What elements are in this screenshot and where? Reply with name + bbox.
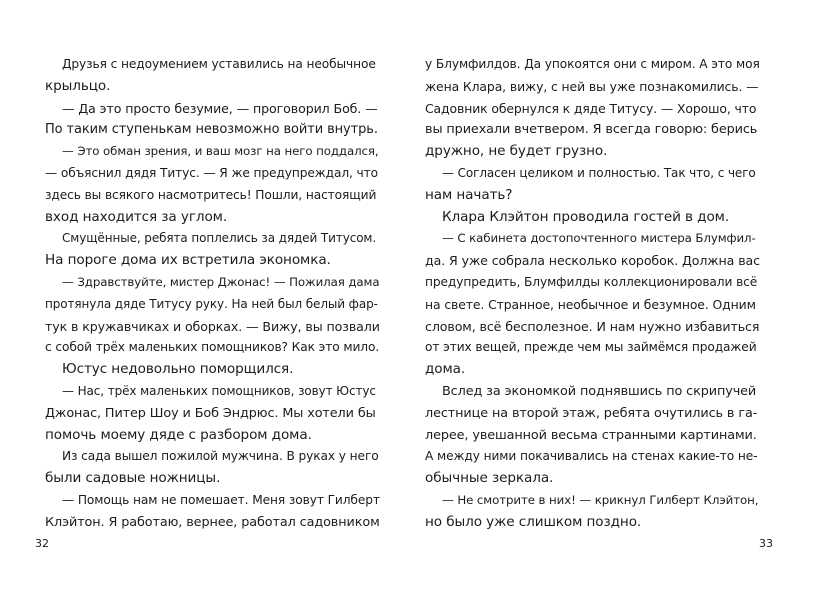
text-line: но было уже слишком поздно. [425,513,642,530]
text-line: лестнице на второй этаж, ребята очутились в га- [425,405,758,421]
text-line: Из сада вышел пожилой мужчина. В руках у него [62,449,379,464]
text-line: помочь моему дяде с разбором дома. [45,426,312,443]
text-line: Друзья с недоумением уставились на необычное [62,57,376,71]
text-line: Юстус недовольно поморщился. [62,361,294,378]
text-line: — Да это просто безумие, — проговорил Боб. — [62,100,378,116]
text-line: здесь вы всякого насмотритесь! Пошли, настоящий [45,187,377,202]
text-line: предупредить, Блумфилды коллекционировали всё [425,274,758,289]
left-page-text [45,54,380,534]
text-line: — Здравствуйте, мистер Джонас! — Пожилая дама [62,274,380,289]
text-line: Вслед за экономкой поднявшись по скрипучей [442,383,757,399]
text-line: — Не смотрите в них! — крикнул Гилберт Клэйтон, [442,492,759,507]
text-line: протянула дяде Титусу руку. На ней был белый фар- [45,296,378,311]
text-line: вы приехали вчетвером. Я всегда говорю: берись [425,122,758,138]
text-line: — Согласен целиком и полностью. Так что, с чего [442,165,756,180]
text-line: Клара Клэйтон проводила гостей в дом. [442,208,730,225]
text-line: жена Клара, вижу, с ней вы уже познакомились. — [425,78,759,94]
text-line: Клэйтон. Я работаю, вернее, работал садовником [45,514,380,530]
text-line: — Помощь нам не помешает. Меня зовут Гилберт [62,492,380,507]
text-line: у Блумфилдов. Да упокоятся они с миром. А это моя [425,57,760,71]
text-line: А между ними покачивались на стенах какие-то не- [425,449,758,464]
text-line: Джонас, Питер Шоу и Боб Эндрюс. Мы хотели бы [45,405,376,421]
page-number-right: 33 [759,537,773,550]
text-line: тук в кружавчиках и оборках. — Вижу, вы позвали [45,318,380,334]
text-line: были садовые ножницы. [45,470,221,487]
text-line: да. Я уже собрала несколько коробок. Должна вас [425,253,760,269]
text-line: словом, всё бесполезное. И нам нужно избавиться [425,318,760,334]
text-line: дружно, не будет грузно. [425,143,608,160]
right-page-text [425,54,760,534]
text-line: вход находится за углом. [45,208,228,225]
text-line: — Нас, трёх маленьких помощников, зовут Юстус [62,383,376,398]
text-line: — Это обман зрения, и ваш мозг на него поддался, [62,144,379,159]
text-line: — объяснил дядя Титус. — Я же предупреждал, что [45,165,379,180]
text-line: дома. [425,361,466,378]
text-line: обычные зеркала. [425,470,554,487]
text-line: — С кабинета достопочтенного мистера Блумфил- [442,231,756,246]
text-line: с собой трёх маленьких помощников? Как это мило. [45,340,380,355]
text-line: По таким ступенькам невозможно войти внутрь. [45,122,378,138]
text-line: от этих вещей, прежде чем мы займёмся продажей [425,340,757,355]
text-line: крыльцо. [45,77,111,94]
text-line: на свете. Странное, необычное и безумное. Одним [425,296,756,312]
text-line: лерее, увешанной весьма странными картинами. [425,427,757,443]
text-line: Смущённые, ребята поплелись за дядей Титусом. [62,231,377,246]
text-line: На пороге дома их встретила экономка. [45,252,331,269]
page-number-left: 32 [35,537,49,550]
text-line: нам начать? [425,186,513,203]
text-line: Садовник обернулся к дяде Титусу. — Хорошо, что [425,100,757,116]
